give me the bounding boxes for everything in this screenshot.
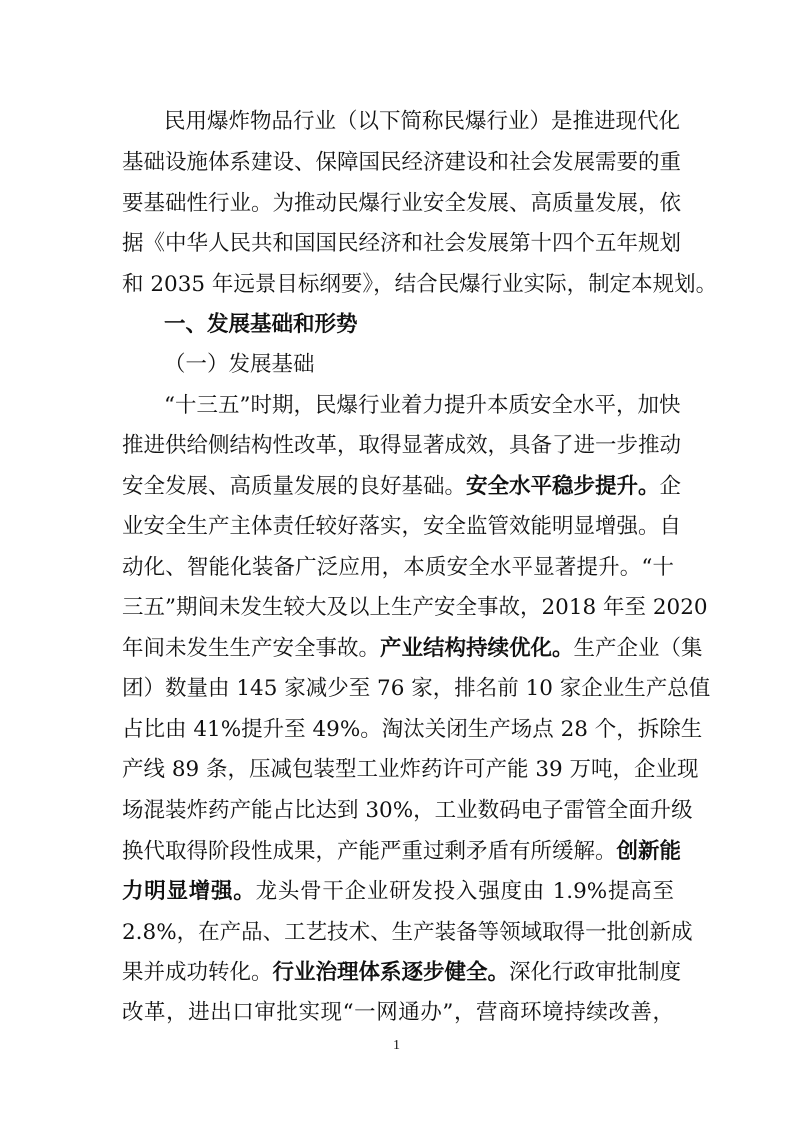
- body-line-12: [122, 833, 682, 871]
- body-line-15: [122, 954, 682, 992]
- body-line-7: [122, 630, 703, 668]
- body-text: 安全发展、高质量发展的良好基础。: [122, 474, 467, 499]
- body-text: 年间未发生生产安全事故。: [122, 636, 381, 661]
- body-line-3: [122, 468, 682, 506]
- page-number: 1: [393, 1038, 400, 1053]
- body-line-2: 推进供给侧结构性改革，取得显著成效，具备了进一步推动: [122, 433, 682, 458]
- intro-line-1: 民用爆炸物品行业（以下简称民爆行业）是推进现代化: [164, 109, 681, 134]
- body-line-4: 业安全生产主体责任较好落实，安全监管效能明显增强。自: [122, 514, 682, 539]
- intro-line-4: 据《中华人民共和国国民经济和社会发展第十四个五年规划: [122, 231, 682, 256]
- body-text: 生产企业（集: [573, 636, 703, 661]
- body-line-13: [122, 873, 674, 911]
- body-line-5: 动化、智能化装备广泛应用，本质安全水平显著提升。“十: [122, 555, 674, 580]
- body-line-6: 三五”期间未发生较大及以上生产安全事故，2018 年至 2020: [122, 595, 708, 620]
- bold-highlight-safety: 安全水平稳步提升。: [466, 474, 660, 499]
- intro-line-2: 基础设施体系建设、保障国民经济建设和社会发展需要的重: [122, 150, 682, 175]
- body-line-14: 2.8%，在产品、工艺技术、生产装备等领域取得一批创新成: [122, 920, 693, 945]
- body-line-8: 团）数量由 145 家减少至 76 家，排名前 10 家企业生产总值: [122, 676, 711, 701]
- body-text: 龙头骨干企业研发投入强度由 1.9%提高至: [255, 879, 674, 904]
- body-line-10: 产线 89 条，压减包装型工业炸药许可产能 39 万吨，企业现: [122, 757, 699, 782]
- body-line-9: 占比由 41%提升至 49%。淘汰关闭生产场点 28 个，拆除生: [122, 717, 703, 742]
- body-line-1: “十三五”时期，民爆行业着力提升本质安全水平，加快: [164, 393, 681, 418]
- body-text: 果并成功转化。: [122, 960, 273, 985]
- bold-highlight-innovation-cont: 力明显增强。: [122, 879, 256, 904]
- bold-highlight-innovation: 创新能: [616, 839, 682, 864]
- section-heading: 一、发展基础和形势: [164, 312, 358, 337]
- intro-line-3: 要基础性行业。为推动民爆行业安全发展、高质量发展，依: [122, 191, 682, 216]
- subsection-heading: （一）发展基础: [164, 352, 315, 377]
- intro-line-5: 和 2035 年远景目标纲要》，结合民爆行业实际，制定本规划。: [122, 272, 718, 297]
- bold-highlight-governance: 行业治理体系逐步健全。: [272, 960, 510, 985]
- body-line-16: 改革，进出口审批实现“一网通办”，营商环境持续改善，: [122, 1000, 674, 1025]
- body-text: 企: [659, 474, 682, 499]
- body-line-11: 场混装炸药产能占比达到 30%，工业数码电子雷管全面升级: [122, 798, 693, 823]
- bold-highlight-structure: 产业结构持续优化。: [380, 636, 574, 661]
- body-text: 换代取得阶段性成果，产能严重过剩矛盾有所缓解。: [122, 839, 617, 864]
- body-text: 深化行政审批制度: [509, 960, 682, 985]
